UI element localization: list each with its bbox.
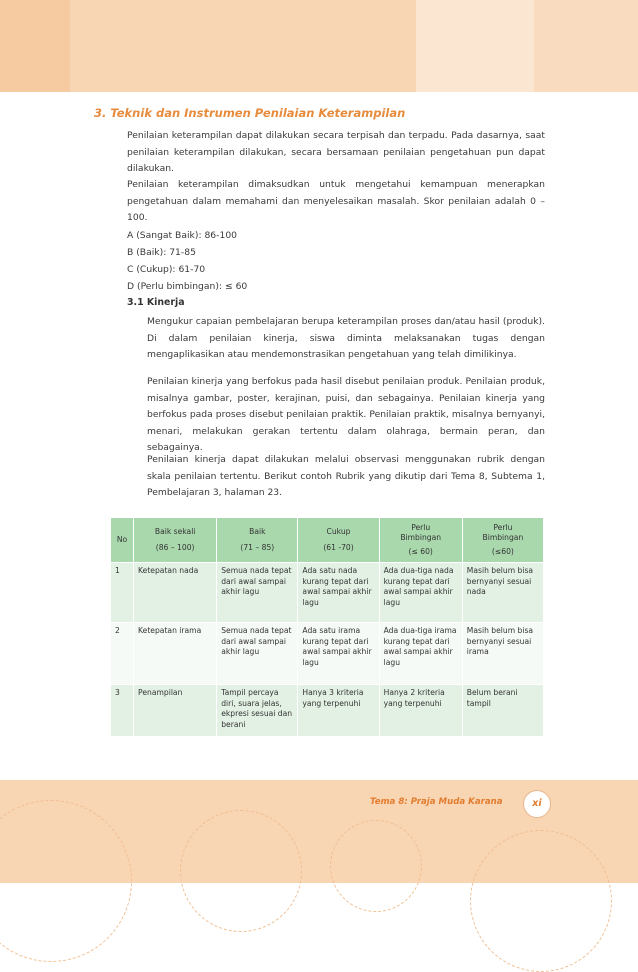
table-cell: Ada dua-tiga irama kurang tepat dari awal sampai akhir lagu xyxy=(379,623,462,685)
table-row xyxy=(111,563,544,623)
score-item: C (Cukup): 61-70 xyxy=(127,264,206,275)
section-paragraph-2: Penilaian keterampilan dimaksudkan untuk mengetahui kemampuan menerapkan pengetahuan dalam memahami dan menyelesaikan masalah. Skor penilaian adalah 0 – 100. xyxy=(127,179,545,224)
table-header-row xyxy=(111,518,544,563)
subsection-paragraph-3: Penilaian kinerja dapat dilakukan melalui observasi menggunakan rubrik dengan skala penilaian tertentu. Berikut contoh Rubrik yang dikutip dari Tema 8, Subtema 1, Pembelajaran 3, halaman 23. xyxy=(147,454,545,499)
table-cell: Belum berani tampil xyxy=(462,685,543,737)
header-no xyxy=(111,518,134,563)
table-cell: 2 xyxy=(111,623,134,685)
header-label: Cukup xyxy=(326,526,351,536)
rubric-table xyxy=(110,517,544,737)
score-item: B (Baik): 71-85 xyxy=(127,247,196,258)
table-cell: Masih belum bisa bernyanyi sesuai nada xyxy=(462,563,543,623)
header-range: (61 -70) xyxy=(323,542,354,552)
subsection-paragraph-1: Mengukur capaian pembelajaran berupa keterampilan proses dan/atau hasil (produk). Di dalam penilaian kinerja, siswa diminta melaksanakan tugas dengan mengaplikasikan atau mendemonstrasikan pengetahuan yang telah dimilikinya. xyxy=(147,316,545,361)
header-cukup xyxy=(298,518,379,563)
decorative-circle xyxy=(0,800,132,962)
table-cell: 3 xyxy=(111,685,134,737)
decorative-circle xyxy=(470,830,612,972)
table-cell: Semua nada tepat dari awal sampai akhir lagu xyxy=(217,623,298,685)
footer-theme: Tema 8: Praja Muda Karana xyxy=(370,797,503,807)
table-cell: Semua nada tepat dari awal sampai akhir lagu xyxy=(217,563,298,623)
header-range: (86 – 100) xyxy=(155,542,195,552)
score-item: A (Sangat Baik): 86-100 xyxy=(127,230,238,241)
subsection-title: 3.1 Kinerja xyxy=(127,297,185,308)
header-label: No xyxy=(116,534,128,544)
header-label: Perlu Bimbingan xyxy=(482,522,524,543)
decorative-circle xyxy=(180,810,302,932)
table-cell: Hanya 2 kriteria yang terpenuhi xyxy=(379,685,462,737)
table-cell: 1 xyxy=(111,563,134,623)
table-cell: Masih belum bisa bernyanyi sesuai irama xyxy=(462,623,543,685)
header-label: Perlu Bimbingan xyxy=(400,522,442,543)
header-perlu-bimbingan-2 xyxy=(462,518,543,563)
table-cell: Tampil percaya diri, suara jelas, ekpresi sesuai dan berani xyxy=(217,685,298,737)
section-title: 3. Teknik dan Instrumen Penilaian Keterampilan xyxy=(94,106,406,120)
header-range: (≤60) xyxy=(491,546,514,556)
table-row xyxy=(111,623,544,685)
subsection-paragraph-2: Penilaian kinerja yang berfokus pada hasil disebut penilaian produk. Penilaian produk, misalnya gambar, poster, kerajinan, puisi, dan sebagainya. Penilaian kinerja yang berfokus pada proses disebut penilaian praktik. Penilaian praktik, misalnya bernyanyi, menari, melakukan gerakan tertentu dalam olahraga, bermain peran, dan sebagainya. xyxy=(147,376,545,454)
header-block xyxy=(0,0,70,92)
section-paragraph-1: Penilaian keterampilan dapat dilakukan secara terpisah dan terpadu. Pada dasarnya, saat penilaian keterampilan dilakukan, secara bersamaan penilaian pengetahuan pun dapat dilakukan. xyxy=(127,130,545,175)
header-block xyxy=(534,0,638,92)
header-block xyxy=(416,0,534,92)
table-cell: Hanya 3 kriteria yang terpenuhi xyxy=(298,685,379,737)
header-band xyxy=(0,0,638,92)
header-label: Baik xyxy=(249,526,266,536)
table-row xyxy=(111,685,544,737)
score-item: D (Perlu bimbingan): ≤ 60 xyxy=(127,281,248,292)
decorative-circle xyxy=(330,820,422,912)
table-cell: Ketepatan irama xyxy=(134,623,217,685)
table-cell: Ada satu irama kurang tepat dari awal sampai akhir lagu xyxy=(298,623,379,685)
table-cell: Ketepatan nada xyxy=(134,563,217,623)
header-perlu-bimbingan-1 xyxy=(379,518,462,563)
header-baik-sekali xyxy=(134,518,217,563)
table-cell: Ada satu nada kurang tepat dari awal sampai akhir lagu xyxy=(298,563,379,623)
header-label: Baik sekali xyxy=(154,526,196,536)
header-baik xyxy=(217,518,298,563)
header-range: (≤ 60) xyxy=(408,546,433,556)
table-cell: Penampilan xyxy=(134,685,217,737)
header-range: (71 – 85) xyxy=(240,542,275,552)
table-cell: Ada dua-tiga nada kurang tepat dari awal sampai akhir lagu xyxy=(379,563,462,623)
page-number: xi xyxy=(523,790,551,818)
